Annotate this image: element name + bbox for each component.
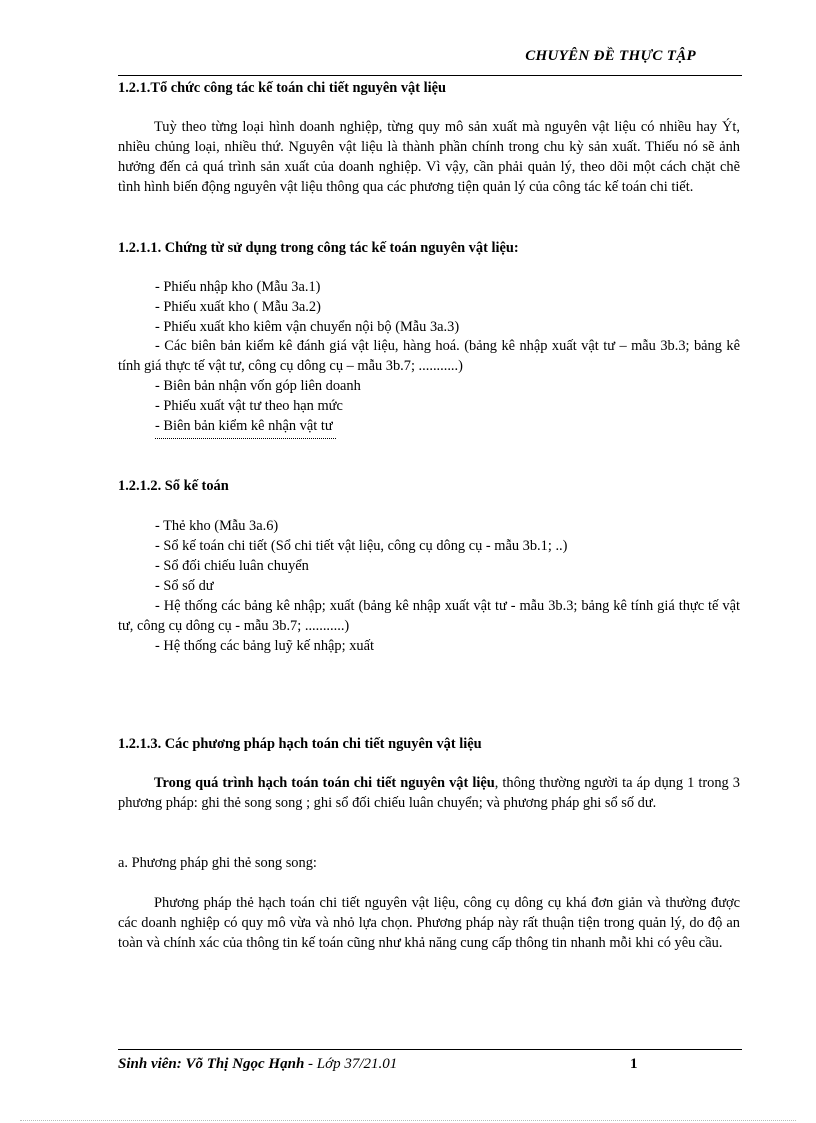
footer-class: - Lớp 37/21.01	[304, 1056, 398, 1072]
list-item: - Sổ đối chiếu luân chuyển	[155, 558, 309, 574]
section-heading-1-2-1: 1.2.1.Tổ chức công tác kế toán chi tiết nguyên vật liệu	[118, 80, 447, 96]
list-item: - Sổ kế toán chi tiết (Sổ chi tiết vật liệu, công cụ dông cụ - mẫu 3b.1; ..)	[155, 538, 568, 554]
footer-student-name: Sinh viên: Võ Thị Ngọc Hạnh	[118, 1056, 305, 1072]
document-header-title: CHUYÊN ĐỀ THỰC TẬP	[525, 48, 696, 64]
subsection-heading-a: a. Phương pháp ghi thẻ song song:	[118, 855, 317, 871]
list-item: - Thẻ kho (Mẫu 3a.6)	[155, 518, 279, 534]
header-rule	[118, 75, 742, 76]
list-item: - Sổ số dư	[155, 578, 214, 594]
list-item: - Biên bản nhận vốn góp liên doanh	[155, 378, 361, 394]
list-item: - Phiếu nhập kho (Mẫu 3a.1)	[155, 279, 321, 295]
subsection-paragraph-a: Phương pháp thẻ hạch toán chi tiết nguyên vật liệu, công cụ dông cụ khá đơn giản và thường được các doanh nghiệp có quy mô vừa và nhỏ lựa chọn. Phương pháp này rất thuận tiện trong quản lý, do độ an toàn và chính xác của thông tin kế toán cũng như khả năng cung cấp thông tin nhanh mỗi khi có yêu cầu.	[118, 895, 740, 951]
section-heading-1-2-1-3: 1.2.1.3. Các phương pháp hạch toán chi tiết nguyên vật liệu	[118, 736, 482, 752]
page-number: 1	[630, 1056, 638, 1072]
section-paragraph-1-2-1: Tuỳ theo từng loại hình doanh nghiệp, từng quy mô sản xuất mà nguyên vật liệu có nhiều hay Ýt, nhiều chủng loại, nhiều thứ. Nguyên vật liệu là thành phần chính trong chu kỳ sản xuất. Thiếu nó sẽ ảnh hưởng đến cả quá trình sản xuất của doanh nghiệp. Vì vậy, cần phải quản lý, theo dõi một cách chặt chẽ tình hình biến động nguyên vật liệu thông qua các phương tiện quản lý của công tác kế toán chi tiết.	[118, 119, 740, 195]
section-intro-paragraph	[118, 773, 740, 813]
list-item: - Phiếu xuất kho kiêm vận chuyển nội bộ (Mẫu 3a.3)	[155, 319, 460, 335]
intro-bold-phrase: Trong quá trình hạch toán toán chi tiết nguyên vật liệu	[154, 775, 495, 791]
intro-rest: , thông thường người ta áp dụng 1 trong 3 phương pháp: ghi thẻ song song ; ghi sổ đối chiếu luân chuyển; và phương pháp ghi sổ số dư.	[118, 775, 740, 811]
dotted-continuation-line	[155, 438, 336, 439]
section-heading-1-2-1-1: 1.2.1.1. Chứng từ sử dụng trong công tác kế toán nguyên vật liệu:	[118, 240, 519, 256]
list-item: - Hệ thống các bảng luỹ kế nhập; xuất	[155, 638, 374, 654]
footer-rule	[118, 1049, 742, 1050]
list-item: - Các biên bản kiểm kê đánh giá vật liệu, hàng hoá. (bảng kê nhập xuất vật tư – mẫu 3b.3; bảng kê tính giá thực tế vật tư, công cụ dông cụ – mẫu 3b.7; ...........)	[118, 338, 740, 374]
list-item: - Phiếu xuất vật tư theo hạn mức	[155, 398, 343, 414]
footer-student	[118, 1056, 397, 1073]
section-heading-1-2-1-2: 1.2.1.2. Sổ kế toán	[118, 478, 229, 494]
list-item: - Hệ thống các bảng kê nhập; xuất (bảng kê nhập xuất vật tư - mẫu 3b.3; bảng kê tính giá thực tế vật tư, công cụ dông cụ - mẫu 3b.7; ...........)	[118, 598, 740, 634]
list-item: - Phiếu xuất kho ( Mẫu 3a.2)	[155, 299, 321, 315]
page-bottom-edge	[20, 1120, 796, 1121]
list-item: - Biên bản kiểm kê nhận vật tư	[155, 418, 333, 434]
